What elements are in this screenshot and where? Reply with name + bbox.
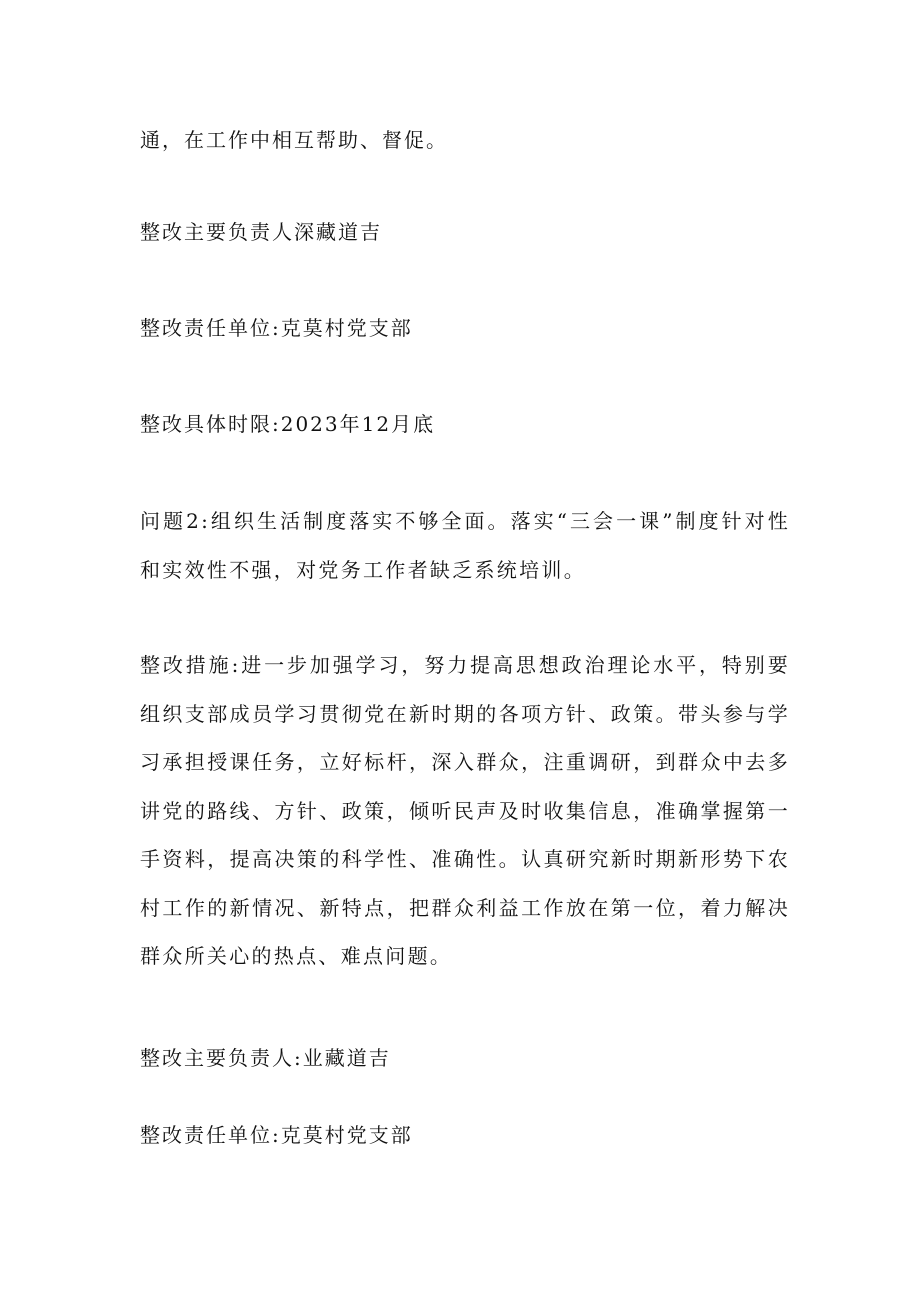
problem-2-paragraph: 问题2:组织生活制度落实不够全面。落实“三会一课”制度针对性和实效性不强，对党务工作者缺乏系统培训。 — [140, 509, 790, 582]
text-line-continuation: 通，在工作中相互帮助、督促。 — [140, 128, 448, 152]
responsible-person-1: 整改主要负责人深藏道吉 — [140, 220, 382, 244]
measures-2-paragraph: 整改措施:进一步加强学习，努力提高思想政治理论水平，特别要组织支部成员学习贯彻党在新时期的各项方针、政策。带头参与学习承担授课任务，立好标杆，深入群众，注重调研，到群众中去多讲党的路线、方针、政策，倾听民声及时收集信息，准确掌握第一手资料，提高决策的科学性、准确性。认真研究新时期新形势下农村工作的新情况、新特点，把群众利益工作放在第一位，着力解决群众所关心的热点、难点问题。 — [140, 653, 790, 968]
responsible-person-2: 整改主要负责人:业藏道吉 — [140, 1046, 391, 1070]
deadline-1: 整改具体时限:2023年12月底 — [140, 412, 436, 436]
responsible-unit-1: 整改责任单位:克莫村党支部 — [140, 316, 413, 340]
responsible-unit-2: 整改责任单位:克莫村党支部 — [140, 1123, 413, 1147]
